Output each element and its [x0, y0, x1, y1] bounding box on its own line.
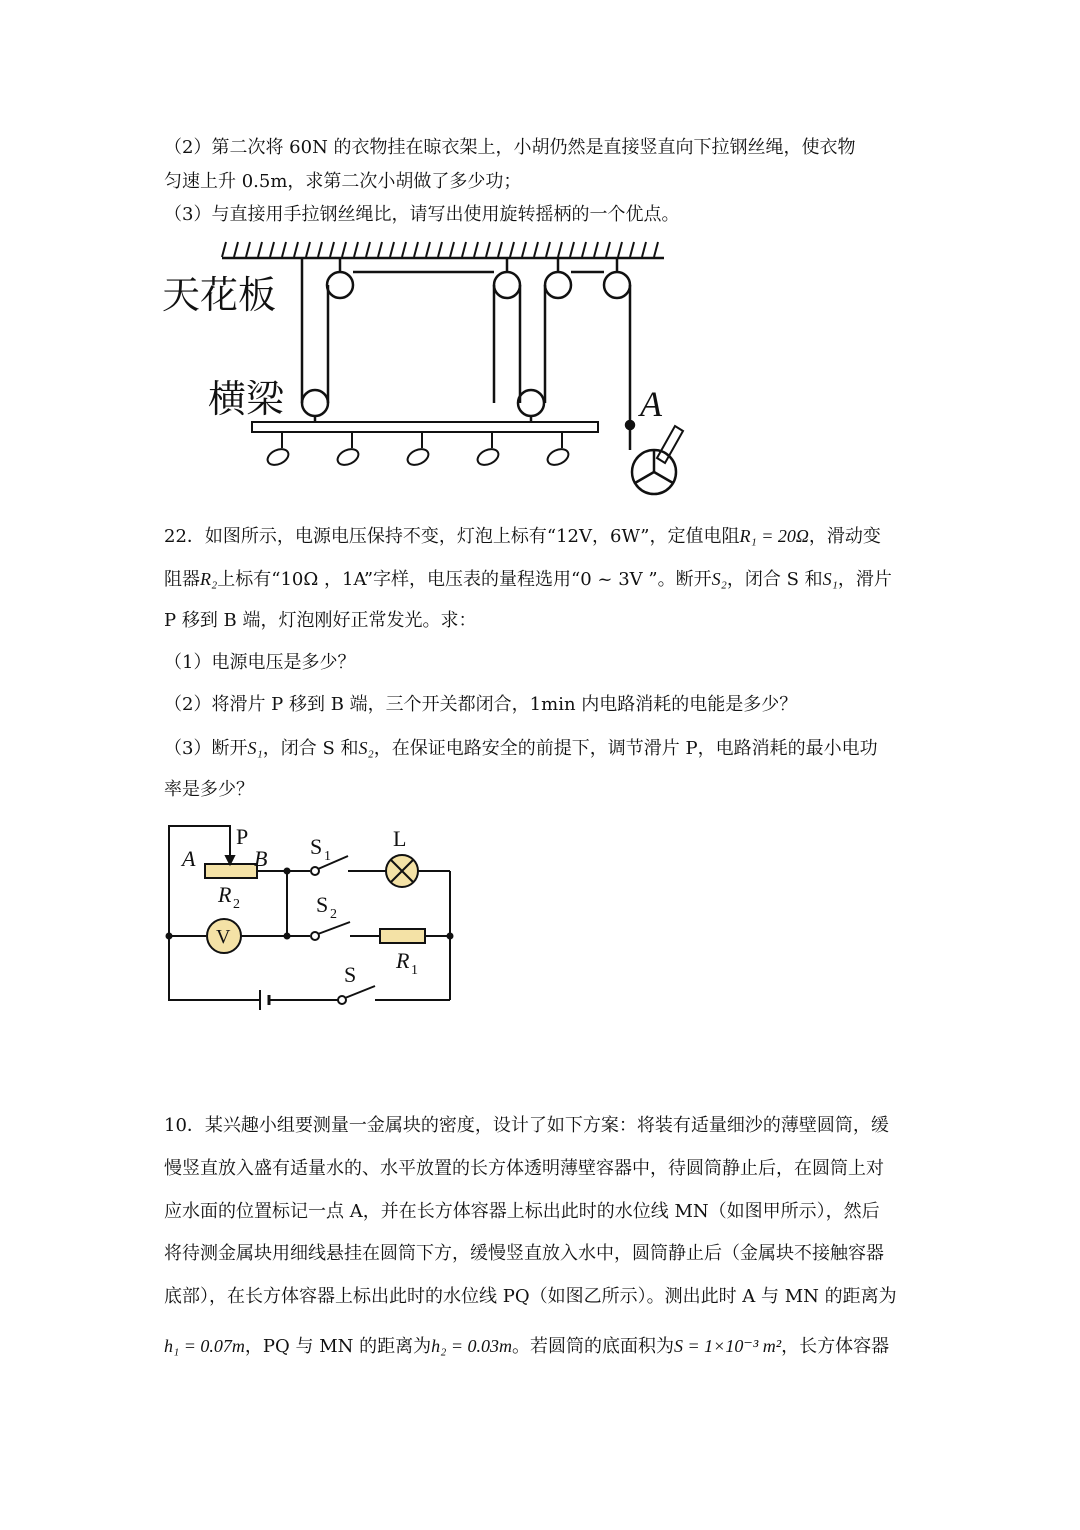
rheostat-r2: [205, 864, 257, 878]
label-l: L: [393, 826, 407, 851]
q22-line3: P 移到 B 端，灯泡刚好正常发光。求：: [164, 610, 477, 631]
q10-line6-mid: 。若圆筒的底面积为: [512, 1336, 675, 1357]
point-A-label: A: [640, 384, 662, 424]
resistor-r1: [380, 929, 425, 943]
label-p: P: [236, 824, 249, 849]
q21-part2-line2: 匀速上升 0.5m，求第二次小胡做了多少功；: [164, 171, 522, 192]
q10-line1: 10．某兴趣小组要测量一金属块的密度，设计了如下方案：将装有适量细沙的薄壁圆筒，缓: [164, 1115, 889, 1136]
switch-s-blade: [345, 986, 375, 998]
r1-expression: R₁ = 20Ω: [739, 526, 809, 546]
q10-line2: 慢竖直放入盛有适量水的、水平放置的长方体透明薄壁容器中，待圆筒静止后，在圆筒上对: [164, 1158, 884, 1179]
q10-line6-text: ，PQ 与 MN 的距离为: [244, 1336, 432, 1357]
circuit-diagram: [160, 818, 460, 1024]
ceiling-label: 天花板: [162, 273, 277, 317]
q10-line5: 底部），在长方体容器上标出此时的水位线 PQ（如图乙所示）。测出此时 A 与 MN 的距离为: [164, 1286, 897, 1307]
q22-line2-mid: 上标有“10Ω ，1A”字样，电压表的量程选用“0 ~ 3V ”。断开: [217, 569, 712, 590]
h1-expression: h₁ = 0.07m: [164, 1336, 245, 1356]
label-s1: S: [310, 834, 323, 859]
label-a: A: [182, 846, 196, 871]
label-b: B: [254, 846, 268, 871]
q10-line6-tail: ，长方体容器: [781, 1336, 890, 1357]
q22-part3-text: （3）断开: [164, 738, 248, 759]
h2-expression: h₂ = 0.03m: [431, 1336, 513, 1356]
q22-line2-tail: ，滑片: [837, 569, 892, 590]
q22-line2-mid2: ，闭合 S 和: [726, 569, 823, 590]
drying-rack-figure: [160, 232, 700, 502]
area-expression: S = 1×10⁻³ m²: [674, 1336, 782, 1356]
label-s2-sub: 2: [330, 907, 337, 922]
beam-label: 横梁: [208, 377, 285, 421]
q22-line1-tail: ，滑动变: [808, 526, 881, 547]
label-s: S: [344, 962, 357, 987]
fixed-pulley-4: [604, 272, 630, 298]
q22-line1: [164, 524, 881, 549]
movable-pulley-2: [518, 390, 544, 416]
q22-line1-text: 22．如图所示，电源电压保持不变，灯泡上标有“12V，6W”，定值电阻: [164, 526, 740, 547]
part3-s1-symbol: S₁: [247, 738, 263, 758]
q22-line2-text: 阻器: [164, 569, 200, 590]
q22-line2: [164, 567, 892, 592]
q22-part3-line2: 率是多少？: [164, 779, 254, 800]
fixed-pulley-3: [545, 272, 571, 298]
label-r2: R: [218, 882, 232, 907]
hooks: [265, 432, 571, 468]
fixed-pulley-2: [494, 272, 520, 298]
q10-line4: 将待测金属块用细线悬挂在圆筒下方，缓慢竖直放入水中，圆筒静止后（金属块不接触容器: [164, 1243, 884, 1264]
r2-symbol: R₂: [200, 569, 218, 589]
q10-line6: [164, 1334, 889, 1359]
label-r1-sub: 1: [411, 963, 418, 978]
q22-part3: [164, 736, 878, 761]
label-s1-sub: 1: [324, 849, 331, 864]
part3-s2-symbol: S₂: [358, 738, 374, 758]
q22-part3-mid: ，闭合 S 和: [262, 738, 359, 759]
label-s2: S: [316, 892, 329, 917]
q22-part3-tail: ，在保证电路安全的前提下，调节滑片 P，电路消耗的最小电功: [373, 738, 878, 759]
beam: [252, 422, 598, 432]
q22-part1: （1）电源电压是多少？: [164, 652, 356, 673]
label-v: V: [216, 926, 231, 948]
label-r2-sub: 2: [233, 897, 240, 912]
movable-pulley-1: [302, 390, 328, 416]
switch-s1-blade: [318, 856, 348, 869]
s2-symbol: S₂: [711, 569, 727, 589]
switch-s2-blade: [318, 922, 350, 934]
ceiling-hatching: [222, 242, 658, 257]
fixed-pulley-1: [327, 272, 353, 298]
s1-symbol: S₁: [822, 569, 838, 589]
q21-part3: （3）与直接用手拉钢丝绳比，请写出使用旋转摇柄的一个优点。: [164, 204, 680, 225]
q10-line3: 应水面的位置标记一点 A，并在长方体容器上标出此时的水位线 MN（如图甲所示），然后: [164, 1201, 880, 1222]
q21-part2-line1: （2）第二次将 60N 的衣物挂在晾衣架上，小胡仍然是直接竖直向下拉钢丝绳，使衣物: [164, 137, 856, 158]
label-r1: R: [396, 948, 410, 973]
q22-part2: （2）将滑片 P 移到 B 端，三个开关都闭合，1min 内电路消耗的电能是多少？: [164, 694, 798, 715]
